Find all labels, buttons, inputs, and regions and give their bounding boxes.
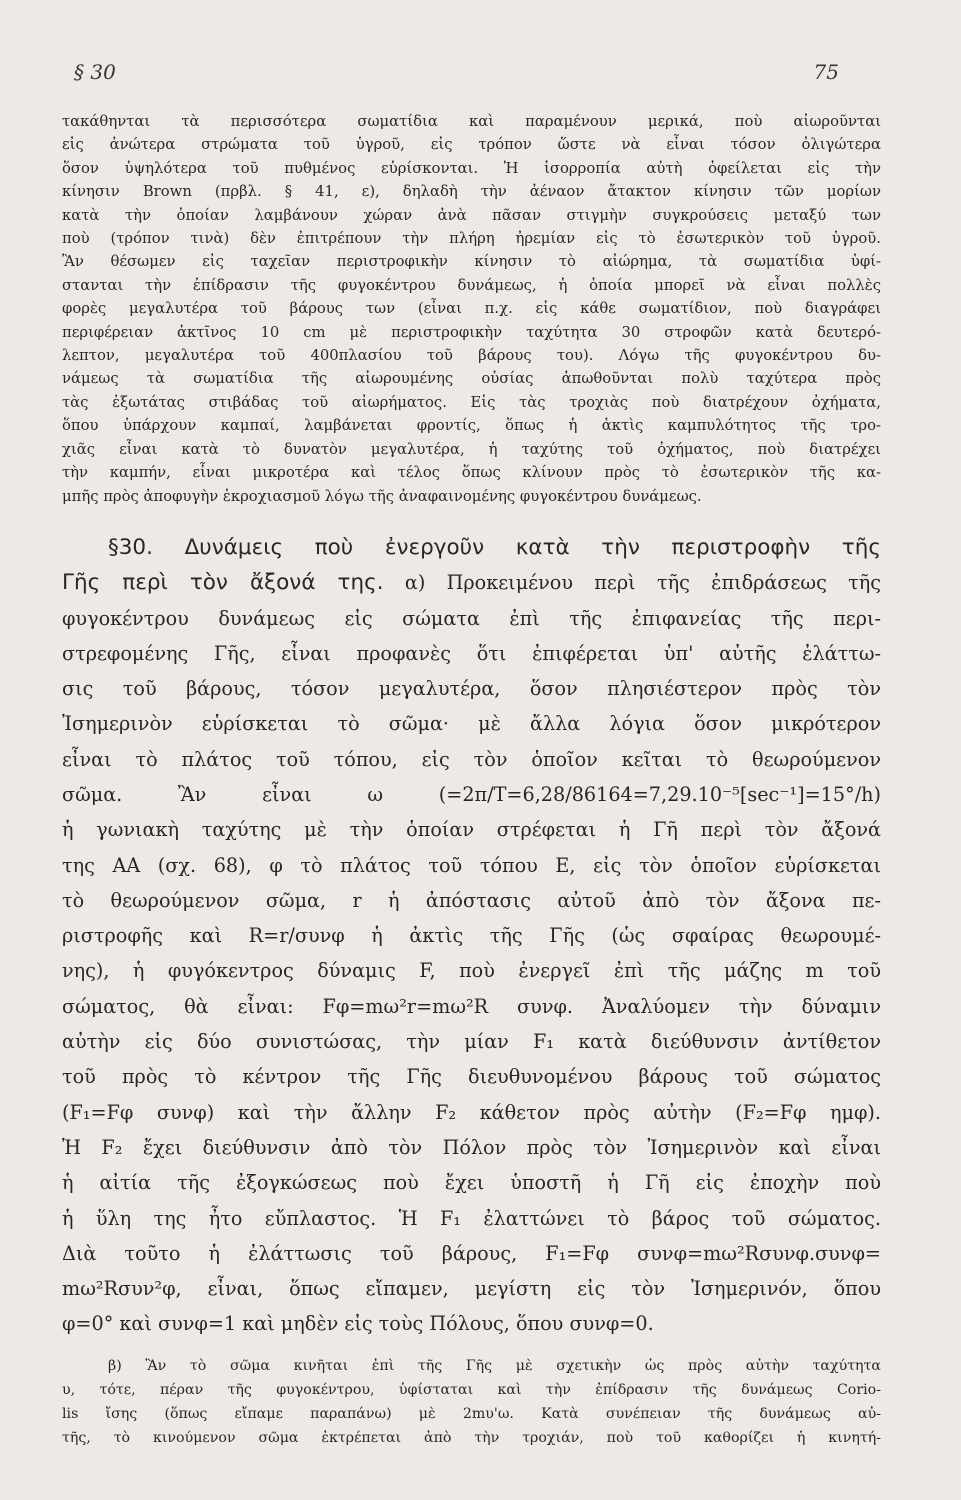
text-line: σώματος, θὰ εἶναι: Fφ=mω²r=mω²R συνφ. Ἀναλύομεν τὴν δύναμιν bbox=[62, 994, 881, 1018]
text-line: στανται τὴν ἐπίδρασιν τῆς φυγοκέντρου δυνάμεως, ἡ ὁποία μπορεῖ νὰ εἶναι πολλὲς bbox=[62, 276, 881, 294]
text-line: Διὰ τοῦτο ἡ ἐλάττωσις τοῦ βάρους, F₁=Fφ συνφ=mω²Rσυνφ.συνφ= bbox=[62, 1241, 881, 1265]
section-heading: §30. Δυνάμεις ποὺ ἐνεργοῦν κατὰ τὴν περιστροφὴν τῆς bbox=[108, 534, 881, 560]
text-line: στρεφομένης Γῆς, εἶναι προφανὲς ὅτι ἐπιφέρεται ὑπ' αὐτῆς ἐλάττω- bbox=[62, 641, 881, 665]
text-line: χιᾶς εἶναι κατὰ τὸ δυνατὸν μεγαλυτέρα, ἡ ταχύτης τοῦ ὀχήματος, ποὺ διατρέχει bbox=[62, 440, 881, 458]
text-line: κατὰ τὴν ὁποίαν λαμβάνουν χώραν ἀνὰ πᾶσαν στιγμὴν συγκρούσεις μεταξύ των bbox=[62, 206, 881, 224]
text-line: β) Ἂν τὸ σῶμα κινῆται ἐπὶ τῆς Γῆς μὲ σχετικὴν ὡς πρὸς αὐτὴν ταχύτητα bbox=[108, 1357, 881, 1374]
page-header bbox=[62, 60, 881, 84]
section-30 bbox=[62, 530, 881, 1342]
text-line: ποὺ (τρόπον τινὰ) δὲν ἐπιτρέπουν τὴν πλήρη ἠρεμίαν εἰς τὸ ἐσωτερικὸν τοῦ ὑγροῦ. bbox=[62, 230, 881, 248]
section-reference: § 30 bbox=[74, 60, 116, 84]
text-line: υ, τότε, πέραν τῆς φυγοκέντρου, ὑφίσταται καὶ τὴν ἐπίδρασιν τῆς δυνάμεως Corio- bbox=[62, 1381, 881, 1398]
text-line: ριστροφῆς καὶ R=r/συνφ ἡ ἀκτὶς τῆς Γῆς (ὡς σφαίρας θεωρουμέ- bbox=[62, 924, 881, 948]
text-line: φ=0° καὶ συνφ=1 καὶ μηδὲν εἰς τοὺς Πόλους, ὅπου συνφ=0. bbox=[62, 1312, 654, 1336]
text-line: φυγοκέντρου δυνάμεως εἰς σώματα ἐπὶ τῆς ἐπιφανείας τῆς περι- bbox=[62, 606, 881, 630]
text-line bbox=[62, 565, 881, 600]
paragraph-centrifuge bbox=[62, 110, 881, 508]
text-line: εἰς ἀνώτερα στρώματα τοῦ ὑγροῦ, εἰς τρόπον ὥστε νὰ εἶναι τόσον ὀλιγώτερα bbox=[62, 136, 881, 154]
text-line: αὐτὴν εἰς δύο συνιστώσας, τὴν μίαν F₁ κατὰ διεύθυνσιν ἀντίθετον bbox=[62, 1030, 881, 1054]
text-line: κίνησιν Brown (πρβλ. § 41, ε), δηλαδὴ τὴν ἀέναον ἄτακτον κίνησιν τῶν μορίων bbox=[62, 183, 881, 201]
text-line: σῶμα. Ἂν εἶναι ω (=2π/T=6,28/86164=7,29.10⁻⁵[sec⁻¹]=15°/h) bbox=[62, 782, 881, 806]
text-line: ἡ αἰτία τῆς ἐξογκώσεως ποὺ ἔχει ὑποστῆ ἡ Γῆ εἰς ἐποχὴν ποὺ bbox=[62, 1171, 881, 1195]
text-line: τακάθηνται τὰ περισσότερα σωματίδια καὶ παραμένουν μερικά, ποὺ αἰωροῦνται bbox=[62, 113, 881, 130]
text-line: ἡ ὕλη της ἦτο εὔπλαστος. Ἡ F₁ ἐλαττώνει τὸ βάρος τοῦ σώματος. bbox=[62, 1206, 881, 1230]
text-line: φορὲς μεγαλυτέρα τοῦ βάρους των (εἶναι π.χ. εἰς κάθε σωματίδιον, ποὺ διαγράφει bbox=[62, 300, 881, 318]
text-line: ὅπου ὑπάρχουν καμπαί, λαμβάνεται φροντίς, ὅπως ἡ ἀκτὶς καμπυλότητος τῆς τρο- bbox=[62, 417, 881, 435]
text-line: Ἡ F₂ ἔχει διεύθυνσιν ἀπὸ τὸν Πόλον πρὸς τὸν Ἰσημερινὸν καὶ εἶναι bbox=[62, 1135, 881, 1159]
section-heading-cont: Γῆς περὶ τὸν ἄξονά της. bbox=[62, 570, 384, 596]
text-line: ἡ γωνιακὴ ταχύτης μὲ τὴν ὁποίαν στρέφεται ἡ Γῆ περὶ τὸν ἄξονά bbox=[62, 818, 881, 842]
text-line: Ἰσημερινὸν εὑρίσκεται τὸ σῶμα· μὲ ἄλλα λόγια ὅσον μικρότερον bbox=[62, 712, 881, 736]
paragraph-coriolis bbox=[62, 1354, 881, 1450]
section-lead: α) Προκειμένου περὶ τῆς ἐπιδράσεως τῆς bbox=[404, 571, 881, 595]
page-number: 75 bbox=[813, 60, 839, 84]
text-line: περιφέρειαν ἀκτῖνος 10 cm μὲ περιστροφικὴν ταχύτητα 30 στροφῶν κατὰ δευτερό- bbox=[62, 323, 881, 341]
text-line: σις τοῦ βάρους, τόσον μεγαλυτέρα, ὅσον πλησιέστερον πρὸς τὸν bbox=[62, 677, 881, 701]
text-line: Ἂν θέσωμεν εἰς ταχεῖαν περιστροφικὴν κίνησιν τὸ αἰώρημα, τὰ σωματίδια ὑφί- bbox=[62, 253, 881, 271]
text-line: lis ἴσης (ὅπως εἴπαμε παραπάνω) μὲ 2mυ'ω. Κατὰ συνέπειαν τῆς δυνάμεως αὐ- bbox=[62, 1405, 881, 1422]
text-line: εἶναι τὸ πλάτος τοῦ τόπου, εἰς τὸν ὁποῖον κεῖται τὸ θεωρούμενον bbox=[62, 747, 881, 771]
text-line: ὅσον ὑψηλότερα τοῦ πυθμένος εὑρίσκονται. Ἡ ἰσορροπία αὐτὴ ὀφείλεται εἰς τὴν bbox=[62, 159, 881, 177]
text-line: νης), ἡ φυγόκεντρος δύναμις F, ποὺ ἐνεργεῖ ἐπὶ τῆς μάζης m τοῦ bbox=[62, 959, 881, 983]
text-line: (F₁=Fφ συνφ) καὶ τὴν ἄλλην F₂ κάθετον πρὸς αὐτὴν (F₂=Fφ ημφ). bbox=[62, 1100, 881, 1124]
text-line: τὴν καμπήν, εἶναι μικροτέρα καὶ τέλος ὅπως κλίνουν πρὸς τὸ ἐσωτερικὸν τῆς κα- bbox=[62, 464, 881, 482]
text-line: της ΑΑ (σχ. 68), φ τὸ πλάτος τοῦ τόπου Ε, εἰς τὸν ὁποῖον εὑρίσκεται bbox=[62, 853, 881, 877]
text-line: μπῆς πρὸς ἀποφυγὴν ἐκροχιασμοῦ λόγω τῆς ἀναφαινομένης φυγοκέντρου δυνάμεως. bbox=[62, 487, 702, 505]
text-line: νάμεως τὰ σωματίδια τῆς αἰωρουμένης οὐσίας ἀπωθοῦνται πολὺ ταχύτερα πρὸς bbox=[62, 370, 881, 388]
text-line: τὰς ἐξωτάτας στιβάδας τοῦ αἰωρήματος. Εἰς τὰς τροχιὰς ποὺ διατρέχουν ὀχήματα, bbox=[62, 393, 881, 411]
text-line: τὸ θεωρούμενον σῶμα, r ἡ ἀπόστασις αὐτοῦ ἀπὸ τὸν ἄξονα πε- bbox=[62, 888, 881, 912]
text-line: τοῦ πρὸς τὸ κέντρον τῆς Γῆς διευθυνομένου βάρους τοῦ σώματος bbox=[62, 1065, 881, 1089]
text-line: mω²Rσυν²φ, εἶναι, ὅπως εἴπαμεν, μεγίστη εἰς τὸν Ἰσημερινόν, ὅπου bbox=[62, 1277, 881, 1301]
text-line: λεπτον, μεγαλυτέρα τοῦ 400πλασίου τοῦ βάρους του). Λόγω τῆς φυγοκέντρου δυ- bbox=[62, 347, 881, 365]
text-line: τῆς, τὸ κινούμενον σῶμα ἐκτρέπεται ἀπὸ τὴν τροχιάν, ποὺ τοῦ καθορίζει ἡ κινητή- bbox=[62, 1429, 881, 1446]
